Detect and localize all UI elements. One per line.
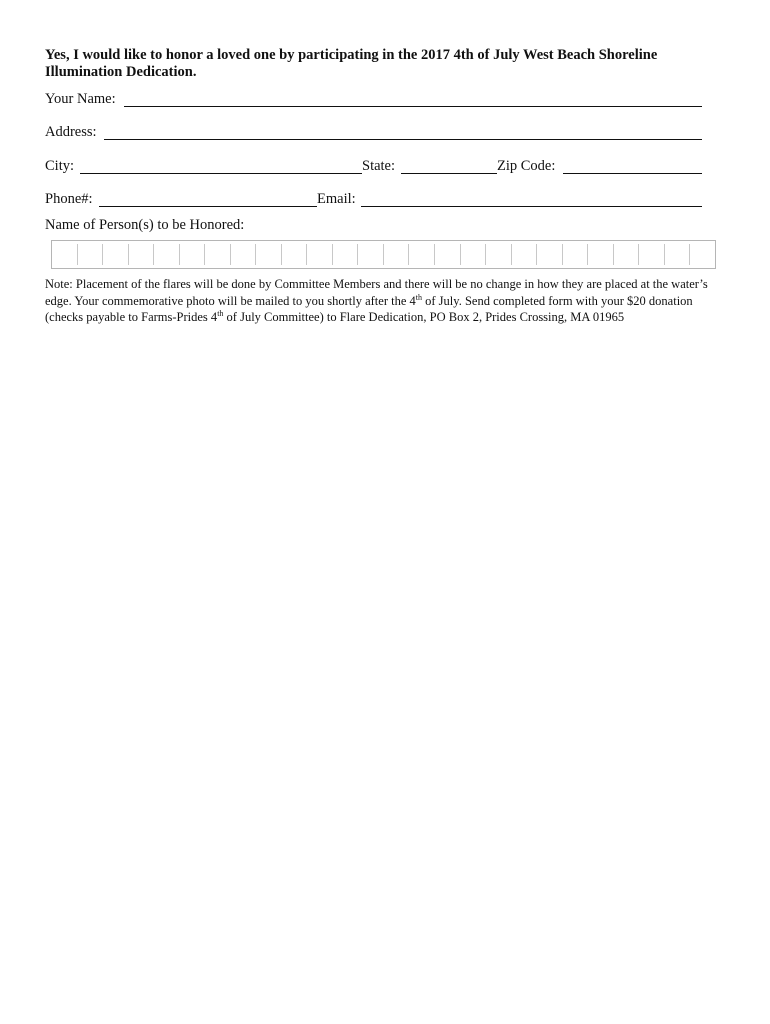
email-label: Email:	[317, 191, 356, 207]
honored-name-cell[interactable]	[486, 244, 512, 265]
note-text-1: Note: Placement of the flares will be done by Committee Members and there will be no change in how they are placed at the water’s edge. Your commemorative photo will be mailed to you shortly after the 4	[45, 277, 708, 308]
name-label: Your Name:	[45, 91, 116, 107]
honored-row	[45, 217, 244, 234]
honored-name-cell[interactable]	[409, 244, 435, 265]
honored-name-cell[interactable]	[512, 244, 538, 265]
email-field[interactable]	[363, 191, 700, 207]
form-heading: Yes, I would like to honor a loved one by participating in the 2017 4th of July West Beach Shoreline Illumination Dedication.	[45, 47, 658, 80]
note-sup-1: th	[415, 292, 422, 302]
honored-label: Name of Person(s) to be Honored:	[45, 217, 245, 233]
honored-name-cell[interactable]	[614, 244, 640, 265]
address-label: Address:	[45, 124, 97, 140]
honored-name-cell[interactable]	[154, 244, 180, 265]
honored-name-cell[interactable]	[639, 244, 665, 265]
honored-name-cell[interactable]	[384, 244, 410, 265]
zip-field[interactable]	[565, 158, 700, 174]
honored-name-cell[interactable]	[103, 244, 129, 265]
honored-name-cell[interactable]	[231, 244, 257, 265]
honored-name-cell[interactable]	[282, 244, 308, 265]
city-label: City:	[45, 158, 75, 174]
phone-email-row	[45, 191, 705, 211]
honored-name-cell[interactable]	[563, 244, 589, 265]
honored-name-cell[interactable]	[333, 244, 359, 265]
honored-name-cell[interactable]	[205, 244, 231, 265]
note-sup-2: th	[217, 309, 224, 318]
honored-name-cell[interactable]	[307, 244, 333, 265]
honored-name-cell[interactable]	[52, 244, 78, 265]
state-field[interactable]	[403, 158, 495, 174]
honored-name-cell[interactable]	[588, 244, 614, 265]
city-state-zip-row	[45, 158, 705, 178]
honored-name-cell[interactable]	[256, 244, 282, 265]
honored-name-cell[interactable]	[690, 244, 715, 265]
zip-label: Zip Code:	[497, 158, 556, 174]
honored-name-cell[interactable]	[665, 244, 691, 265]
honored-name-cell[interactable]	[358, 244, 384, 265]
honored-name-cell[interactable]	[537, 244, 563, 265]
note-text-2: of July. Send completed form with your $20 donation (checks payable to Farms-Prides 4	[45, 293, 693, 324]
name-field[interactable]	[126, 91, 700, 107]
state-label: State:	[362, 158, 396, 174]
phone-label: Phone#:	[45, 191, 93, 207]
honored-name-cell[interactable]	[435, 244, 461, 265]
honored-name-cell[interactable]	[129, 244, 155, 265]
honored-name-cell[interactable]	[180, 244, 206, 265]
honored-name-cell[interactable]	[78, 244, 104, 265]
note-paragraph	[45, 276, 725, 326]
honored-name-comb-field[interactable]	[51, 240, 716, 269]
phone-field[interactable]	[101, 191, 315, 207]
name-row	[45, 91, 705, 111]
address-row	[45, 124, 705, 144]
city-field[interactable]	[82, 158, 360, 174]
note-text-3: of July Committee) to Flare Dedication, PO Box 2, Prides Crossing, MA 01965	[223, 310, 625, 324]
honored-name-cell[interactable]	[461, 244, 487, 265]
address-field[interactable]	[106, 124, 700, 140]
